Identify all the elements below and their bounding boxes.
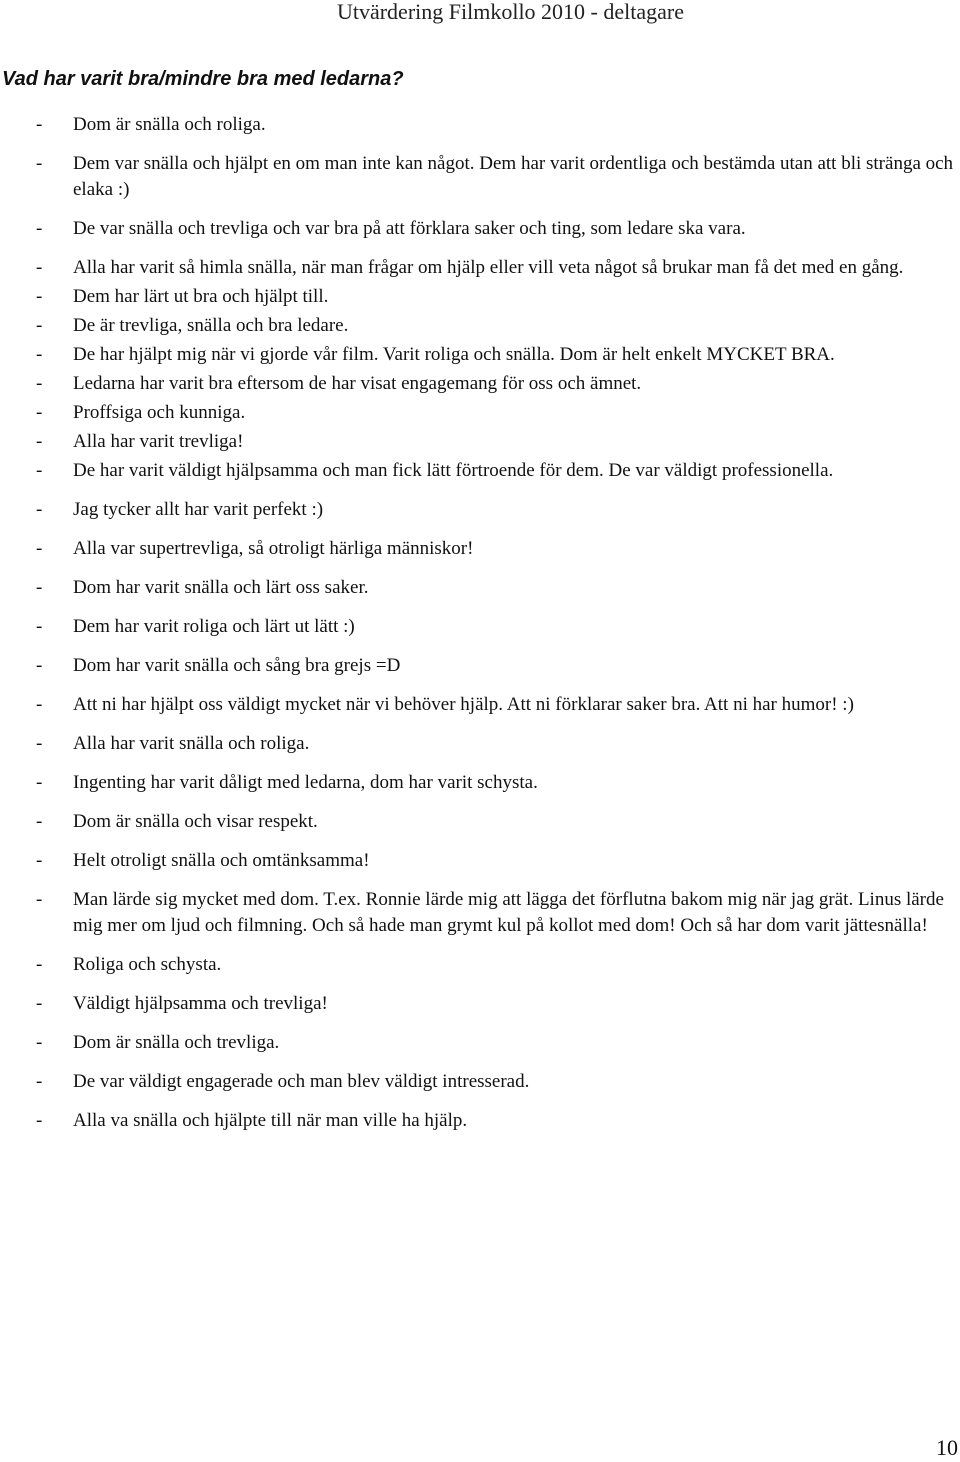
bullet-dash: - [36, 577, 43, 598]
list-item [36, 770, 958, 796]
bullet-dash: - [36, 218, 43, 239]
page-number: 10 [936, 1435, 958, 1460]
answer-text: Alla har varit trevliga! [73, 431, 244, 452]
answer-text: Proffsiga och kunniga. [73, 402, 246, 423]
bullet-dash: - [36, 694, 43, 715]
bullet-dash: - [36, 286, 43, 307]
answer-text: Ingenting har varit dåligt med ledarna, dom har varit schysta. [73, 772, 538, 793]
answer-text: Roliga och schysta. [73, 954, 222, 975]
answer-text: Helt otroligt snälla och omtänksamma! [73, 850, 370, 871]
list-item [36, 536, 958, 562]
bullet-dash: - [36, 1110, 43, 1131]
answer-text: Alla va snälla och hjälpte till när man ville ha hjälp. [73, 1110, 468, 1131]
answer-text: Dom har varit snälla och lärt oss saker. [73, 577, 369, 598]
list-item [36, 151, 958, 203]
bullet-dash: - [36, 431, 43, 452]
answer-text: De har hjälpt mig när vi gjorde vår film. Varit roliga och snälla. Dom är helt enkelt MYCKET BRA. [73, 344, 835, 365]
answer-text: De har varit väldigt hjälpsamma och man fick lätt förtroende för dem. De var väldigt professionella. [73, 460, 834, 481]
answer-text: Dom är snälla och trevliga. [73, 1032, 280, 1053]
list-item [36, 887, 958, 939]
answer-text: Ledarna har varit bra eftersom de har visat engagemang för oss och ämnet. [73, 373, 642, 394]
list-item [36, 1069, 958, 1095]
bullet-dash: - [36, 811, 43, 832]
list-item [36, 112, 958, 138]
answer-text: Alla var supertrevliga, så otroligt härliga människor! [73, 538, 474, 559]
list-item [36, 848, 958, 874]
list-item [36, 991, 958, 1017]
list-item [36, 400, 958, 426]
bullet-dash: - [36, 1032, 43, 1053]
list-item [36, 284, 958, 310]
answer-text: Jag tycker allt har varit perfekt :) [73, 499, 324, 520]
answer-text: De är trevliga, snälla och bra ledare. [73, 315, 349, 336]
list-item [36, 313, 958, 339]
bullet-dash: - [36, 850, 43, 871]
list-item [36, 1108, 958, 1134]
bullet-dash: - [36, 993, 43, 1014]
bullet-dash: - [36, 655, 43, 676]
bullet-dash: - [36, 344, 43, 365]
list-item [36, 255, 958, 281]
question-heading: Vad har varit bra/mindre bra med ledarna? [2, 68, 404, 90]
list-item [36, 575, 958, 601]
bullet-dash: - [36, 1071, 43, 1092]
bullet-dash: - [36, 538, 43, 559]
list-item [36, 497, 958, 523]
list-item [36, 692, 958, 718]
list-item [36, 952, 958, 978]
answer-list [36, 112, 958, 1147]
answer-text: Dom är snälla och visar respekt. [73, 811, 318, 832]
answer-text: Alla har varit så himla snälla, när man frågar om hjälp eller vill veta något så brukar man få det med en gång. [73, 257, 904, 278]
bullet-dash: - [36, 954, 43, 975]
bullet-dash: - [36, 153, 43, 174]
list-item [36, 614, 958, 640]
list-item [36, 342, 958, 368]
bullet-dash: - [36, 499, 43, 520]
answer-text: Dem var snälla och hjälpt en om man inte kan något. Dem har varit ordentliga och bestämda utan att bli stränga och elaka :) [73, 153, 954, 200]
list-item [36, 1030, 958, 1056]
bullet-dash: - [36, 889, 43, 910]
answer-text: Dom är snälla och roliga. [73, 114, 266, 135]
bullet-dash: - [36, 315, 43, 336]
bullet-dash: - [36, 257, 43, 278]
answer-text: Dem har varit roliga och lärt ut lätt :) [73, 616, 355, 637]
list-item [36, 458, 958, 484]
bullet-dash: - [36, 616, 43, 637]
bullet-dash: - [36, 733, 43, 754]
answer-text: Väldigt hjälpsamma och trevliga! [73, 993, 328, 1014]
bullet-dash: - [36, 460, 43, 481]
answer-text: Att ni har hjälpt oss väldigt mycket när vi behöver hjälp. Att ni förklarar saker bra. Att ni har humor! :) [73, 694, 854, 715]
answer-text: Dom har varit snälla och sång bra grejs =D [73, 655, 401, 676]
list-item [36, 809, 958, 835]
answer-text: Man lärde sig mycket med dom. T.ex. Ronnie lärde mig att lägga det förflutna bakom mig när jag grät. Linus lärde mig mer om ljud och filmning. Och så hade man grymt kul på kollot med dom! Och så har dom varit jättesnälla! [73, 889, 944, 936]
list-item [36, 216, 958, 242]
answer-text: De var väldigt engagerade och man blev väldigt intresserad. [73, 1071, 530, 1092]
list-item [36, 429, 958, 455]
list-item [36, 731, 958, 757]
page-header: Utvärdering Filmkollo 2010 - deltagare [336, 0, 684, 24]
bullet-dash: - [36, 114, 43, 135]
bullet-dash: - [36, 373, 43, 394]
answer-text: Alla har varit snälla och roliga. [73, 733, 310, 754]
bullet-dash: - [36, 402, 43, 423]
answer-text: De var snälla och trevliga och var bra på att förklara saker och ting, som ledare ska vara. [73, 218, 746, 239]
list-item [36, 653, 958, 679]
bullet-dash: - [36, 772, 43, 793]
answer-text: Dem har lärt ut bra och hjälpt till. [73, 286, 329, 307]
list-item [36, 371, 958, 397]
